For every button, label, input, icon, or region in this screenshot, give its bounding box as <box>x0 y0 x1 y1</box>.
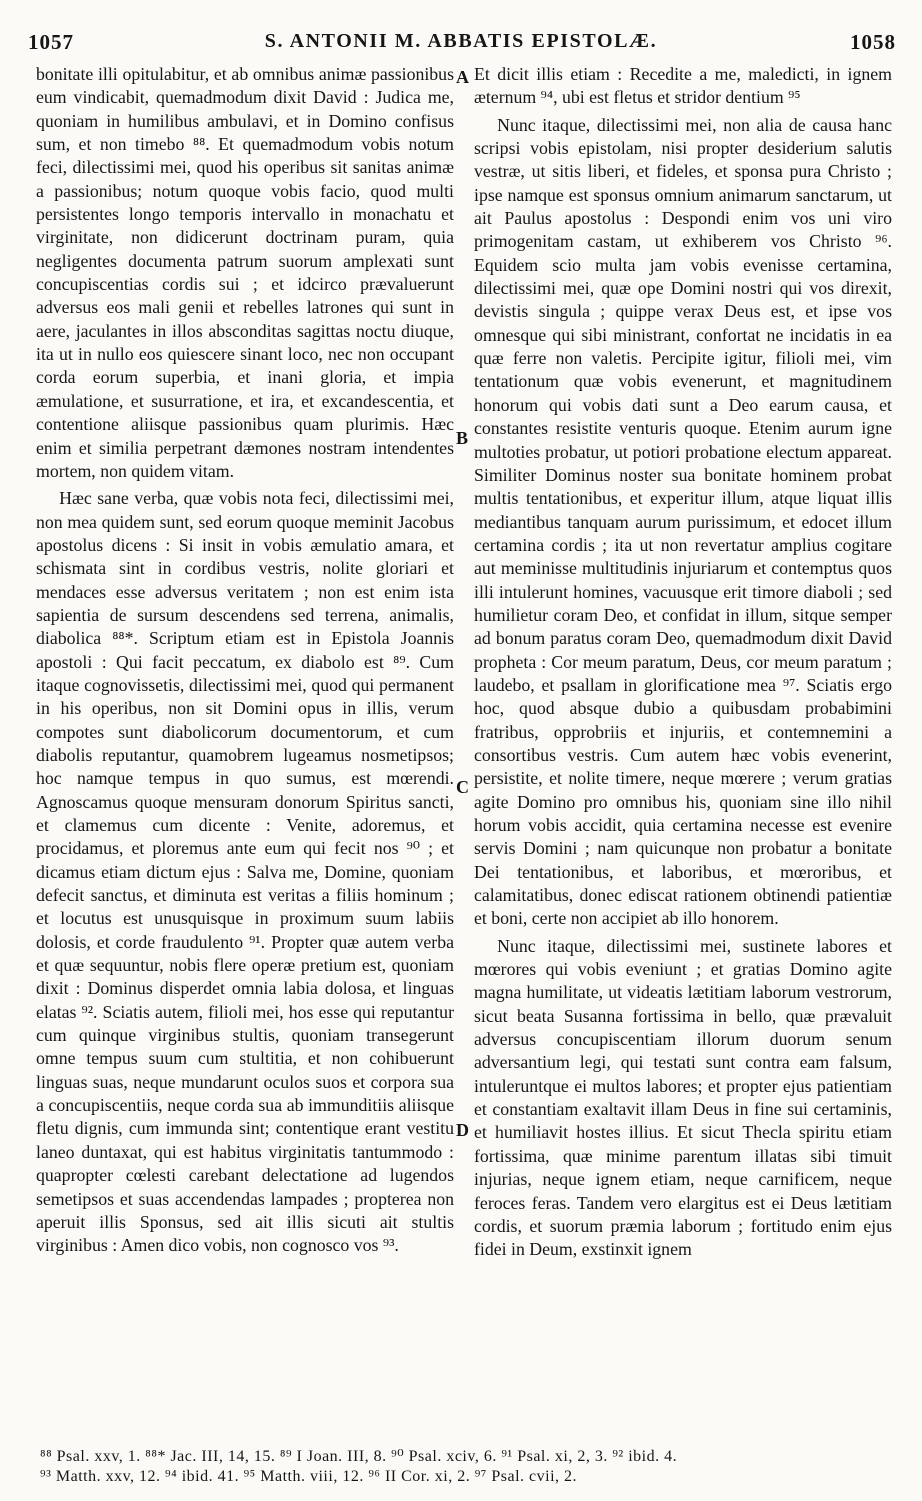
footnote-line-1: ⁸⁸ Psal. xxv, 1. ⁸⁸* Jac. III, 14, 15. ⁸⁹ I Joan. III, 8. ⁹⁰ Psal. xciv, 6. ⁹¹ Psal. xi, 2, 3. ⁹² ibid. 4. <box>40 1448 678 1465</box>
right-paragraph-3: Nunc itaque, dilectissimi mei, sustinete labores et mœrores qui vobis eveniunt ; et gratias Domino agite magna humilitate, ut videatis lætitiam laborum vestrorum, sicut beata Susanna fortissima in bello, quæ prævaluit adversus concupiscentiam illorum duorum senum adversantium legi, qui testati sunt contra eam falsum, intuleruntque ei multos labores; et propter ejus patientiam et constantiam exaltavit illam Deus in fine sui certaminis, et humiliavit hostes illius. Et sicut Thecla spiritu etiam fortissima, quæ minime parentum illatas sibi timuit injurias, neque ignem etiam, neque carnificem, neque feroces feras. Tandem vero elargitus est ei Deus lætitiam cordis, et suorum præmia laborum ; fortitudo enim ejus fidei in Deum, exstinxit ignem <box>474 935 892 1260</box>
left-paragraph-2: Hæc sane verba, quæ vobis nota feci, dilectissimi mei, non mea quidem sunt, sed eorum quoque meminit Jacobus apostolus dicens : Si insit in vobis æmulatio amara, et schismata sint in cordibus vestris, nolite gloriari et mendaces esse adversus veritatem ; non est enim ista sapientia de sursum descendens sed terrena, animalis, diabolica ⁸⁸*. Scriptum etiam est in Epistola Joannis apostoli : Qui facit peccatum, ex diabolo est ⁸⁹. Cum itaque cognovissetis, dilectissimi mei, quod qui permanent in his operibus, non sit Domini opus in illis, verum compotes sunt diabolicorum documentorum, et cum diabolis reputantur, quamobrem lugeamus nosmetipsos; hoc namque tempus in quo sumus, est mœrendi. Agnoscamus quoque mensuram donorum Spiritus sancti, et clamemus cum dicente : Venite, adoremus, et procidamus, et ploremus ante eum qui fecit nos ⁹⁰ ; et dicamus etiam dictum ejus : Salva me, Domine, quoniam defecit sanctus, et diminuta est veritas a filiis hominum ; et locutus est unusquisque in proximum suum labiis dolosis, et corde fraudulento ⁹¹. Propter quæ autem verba et quæ sequuntur, nobis flere operæ pretium est, quoniam dixit : Dominus disperdet omnia labia dolosa, et linguas elatas ⁹². Sciatis autem, filioli mei, hos esse qui reputantur cum quinque virginibus stultis, quoniam transegerunt omne tempus suum cum stultitia, et non cohibuerunt linguas suas, neque mundarunt oculos suos et corpora sua a concupiscentiis, neque corda sua ab immunditiis aliisque fletu dignis, cum immunda sint; contentique erant vestitu laneo duntaxat, qui est habitus virginitatis tantummodo : quapropter cœlesti carebant delectatione ad lugendos semetipsos et suas accendendas lampades ; propterea non aperuit illis Sponsus, sed ait illis sicuti ait stultis virginibus : Amen dico vobis, non cognosco vos ⁹³. <box>36 488 454 1256</box>
running-header <box>0 8 922 54</box>
margin-letter-c: C <box>456 777 469 797</box>
footnotes <box>40 1447 892 1487</box>
right-column <box>474 63 892 1262</box>
margin-letter-b: B <box>456 428 469 448</box>
right-paragraph-1: Et dicit illis etiam : Recedite a me, maledicti, in ignem æternum ⁹⁴, ubi est fletus et stridor dentium ⁹⁵ <box>474 64 892 108</box>
left-page-number: 1057 <box>28 30 74 54</box>
running-title: S. ANTONII M. ABBATIS EPISTOLÆ. <box>264 30 658 52</box>
margin-letter-d: D <box>456 1120 469 1140</box>
margin-letter-a: A <box>456 67 469 87</box>
right-paragraph-2: Nunc itaque, dilectissimi mei, non alia de causa hanc scripsi vobis epistolam, nisi propter desiderium salutis vestræ, ut sitis liberi, et fideles, et sponsa pura Christo ; ipse namque est sponsus omnium animarum sanctarum, ut ait Paulus apostolus : Despondi enim vos uni viro primogenitam castam, ut exhiberem vos Christo ⁹⁶. Equidem scio multa jam vobis evenisse certamina, dilectissimi mei, quæ ope Domini nostri qui vos direxit, devistis singula ; quippe verax Deus est, et ipse vos omnesque qui sibi ministrant, confortat ne incidatis in ea quæ ferre non valetis. Percipite igitur, filioli mei, vim tentationum quæ vobis evenerunt, et magnitudinem honorum qui vobis dati sunt a Deo earum causa, et constantes resistite venturis quoque. Etenim aurum igne multoties probatur, ut potiori probatione electum appareat. Similiter Dominus noster sua bonitate hominem probat multis tentationibus, et experitur illum, atque liquat illis mediantibus tanquam aurum purissimum, et edocet illum certamina cordis ; ita ut non revertatur amplius cogitare aut meminisse multitudinis injuriarum et contemptus quos illi intulerunt homines, vacuusque erit timore diaboli ; sed humilietur coram Deo, et confidat in illum, sitque semper ad bonum paratus coram Deo, quemadmodum dixit David propheta : Cor meum paratum, Deus, cor meum paratum ; laudebo, et psallam in glorificatione mea ⁹⁷. Sciatis ergo hoc, quod absque dubio a quibusdam probabimini fratribus, opprobriis et injuriis, et contemnemini a consortibus vestris. Cum autem hæc vobis evenerint, persistite, et nolite timere, neque mœrere ; verum gratias agite Domino pro omnibus his, quoniam sine illo nihil horum vobis accidit, quia certamina necesse est evenire servis Domini ; nam quicunque non probatur a bonitate Dei tentationibus, et laboribus, et mœroribus, et calamitatibus, donec ediscat rationem obtinendi patientiæ et boni, certe non accipiet ab illo honorem. <box>474 114 892 929</box>
footnote-line-2: ⁹³ Matth. xxv, 12. ⁹⁴ ibid. 41. ⁹⁵ Matth. viii, 12. ⁹⁶ II Cor. xi, 2. ⁹⁷ Psal. cvii, 2. <box>40 1468 578 1485</box>
right-page-number: 1058 <box>850 30 896 54</box>
left-paragraph-1: bonitate illi opitulabitur, et ab omnibus animæ passionibus eum vindicabit, quemadmodum dixit David : Judica me, quoniam in humilibus ambulavi, et in Domino confisus sum, et non timebo ⁸⁸. Et quemadmodum vobis notum feci, dilectissimi mei, quod his operibus sit sanitas animæ a passionibus; notum quoque vobis facio, quod multi persistentes longo temporis intervallo in monachatu et virginitate, non didicerunt doctrinam puram, quia negligentes documenta patrum suorum amplexati sunt concupiscentias cordis sui ; et idcirco prævaluerunt adversus eos mali genii et rebelles latrones qui sunt in aere, jaculantes in illos absconditas sagittas noctu diuque, ita ut in nullo eos quiescere sinant loco, nec non occupant corda eorum superbia, et inani gloria, et impia æmulatione, et susurratione, et ira, et excandescentia, et contentione aliisque passionibus quam plurimis. Hæc enim et similia perpetrant dæmones nostram intendentes mortem, non quidem vitam. <box>36 64 454 481</box>
left-column <box>36 63 454 1258</box>
